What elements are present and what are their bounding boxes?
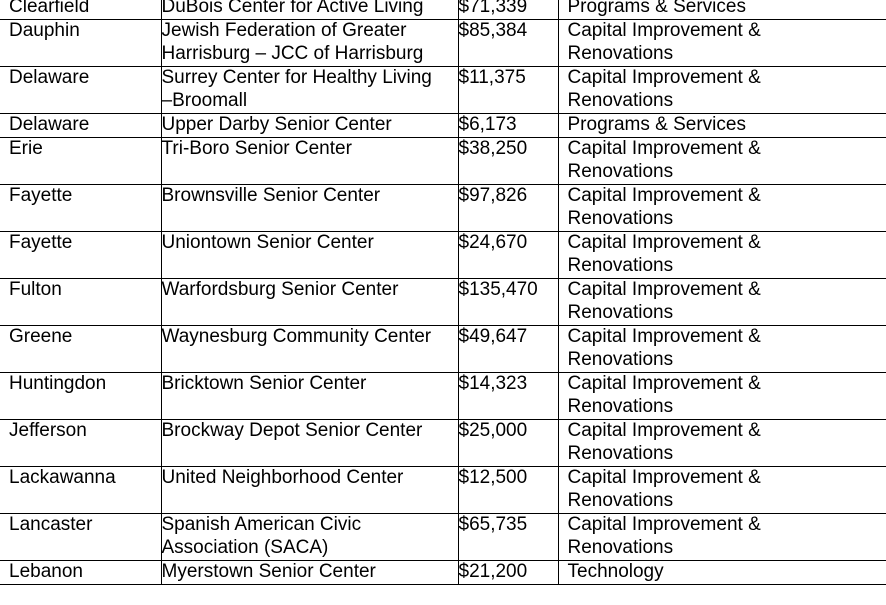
purpose-text: Capital Improvement & (567, 373, 761, 394)
table-row (0, 279, 886, 326)
purpose-cell (558, 561, 886, 585)
amount-text: $24,670 (458, 232, 528, 253)
county-cell (0, 514, 161, 561)
purpose-cell (558, 467, 886, 514)
purpose-text: Renovations (567, 301, 674, 323)
amount-cell (458, 279, 558, 326)
amount-text: $6,173 (458, 114, 517, 135)
table-row (0, 20, 886, 67)
organization-cell (161, 185, 458, 232)
purpose-cell (558, 514, 886, 561)
purpose-cell (558, 138, 886, 185)
purpose-text: Technology (567, 561, 664, 582)
purpose-text: Renovations (567, 160, 674, 182)
purpose-text: Capital Improvement & (567, 67, 761, 88)
county-cell (0, 138, 161, 185)
amount-cell (458, 561, 558, 585)
organization-text: Jewish Federation of Greater (161, 20, 407, 41)
purpose-cell (558, 373, 886, 420)
organization-text: Spanish American Civic (161, 514, 362, 535)
county-text: Dauphin (9, 20, 80, 41)
organization-cell (161, 514, 458, 561)
amount-text: $97,826 (458, 185, 528, 206)
purpose-text: Capital Improvement & (567, 326, 761, 347)
purpose-text: Capital Improvement & (567, 20, 761, 41)
county-cell (0, 326, 161, 373)
organization-cell (161, 561, 458, 585)
purpose-cell (558, 20, 886, 67)
amount-cell (458, 185, 558, 232)
amount-text: $49,647 (458, 326, 528, 347)
table-row (0, 467, 886, 514)
table-row (0, 185, 886, 232)
table-row (0, 326, 886, 373)
county-text: Lackawanna (9, 467, 116, 488)
table-row (0, 420, 886, 467)
purpose-text: Renovations (567, 42, 674, 64)
amount-cell (458, 373, 558, 420)
county-text: Delaware (9, 114, 90, 135)
purpose-text: Renovations (567, 489, 674, 511)
organization-cell (161, 373, 458, 420)
organization-cell (161, 67, 458, 114)
organization-text: –Broomall (161, 89, 248, 111)
amount-cell (458, 467, 558, 514)
purpose-text: Renovations (567, 395, 674, 417)
purpose-text: Renovations (567, 207, 674, 229)
organization-cell (161, 467, 458, 514)
purpose-cell (558, 326, 886, 373)
purpose-cell (558, 232, 886, 279)
table-row (0, 561, 886, 585)
amount-text: $85,384 (458, 20, 528, 41)
county-cell (0, 561, 161, 585)
amount-text: $21,200 (458, 561, 528, 582)
organization-cell (161, 114, 458, 138)
county-cell (0, 114, 161, 138)
purpose-text: Capital Improvement & (567, 467, 761, 488)
amount-text: $65,735 (458, 514, 528, 535)
amount-cell (458, 114, 558, 138)
organization-cell (161, 420, 458, 467)
organization-cell (161, 20, 458, 67)
organization-text: Uniontown Senior Center (161, 232, 374, 253)
county-text: Clearfield (9, 0, 90, 17)
county-text: Fayette (9, 185, 73, 206)
organization-text: Myerstown Senior Center (161, 561, 376, 582)
amount-cell (458, 0, 558, 20)
purpose-text: Renovations (567, 536, 674, 558)
county-cell (0, 467, 161, 514)
county-cell (0, 279, 161, 326)
table-row (0, 67, 886, 114)
amount-cell (458, 138, 558, 185)
purpose-text: Capital Improvement & (567, 279, 761, 300)
purpose-text: Capital Improvement & (567, 138, 761, 159)
purpose-cell (558, 67, 886, 114)
purpose-cell (558, 185, 886, 232)
purpose-text: Capital Improvement & (567, 232, 761, 253)
purpose-text: Renovations (567, 89, 674, 111)
purpose-cell (558, 420, 886, 467)
county-cell (0, 232, 161, 279)
purpose-text: Capital Improvement & (567, 185, 761, 206)
county-cell (0, 20, 161, 67)
organization-cell (161, 138, 458, 185)
amount-text: $38,250 (458, 138, 528, 159)
county-cell (0, 373, 161, 420)
purpose-text: Capital Improvement & (567, 420, 761, 441)
county-text: Jefferson (9, 420, 87, 441)
organization-text: DuBois Center for Active Living (161, 0, 424, 17)
purpose-text: Programs & Services (567, 114, 746, 135)
table-row (0, 138, 886, 185)
amount-text: $11,375 (458, 67, 526, 88)
purpose-text: Renovations (567, 254, 674, 276)
amount-cell (458, 326, 558, 373)
county-cell (0, 0, 161, 20)
amount-cell (458, 514, 558, 561)
amount-cell (458, 420, 558, 467)
county-cell (0, 67, 161, 114)
county-cell (0, 185, 161, 232)
county-cell (0, 420, 161, 467)
amount-cell (458, 67, 558, 114)
organization-cell (161, 232, 458, 279)
amount-text: $14,323 (458, 373, 528, 394)
county-text: Delaware (9, 67, 90, 88)
amount-cell (458, 20, 558, 67)
organization-text: Upper Darby Senior Center (161, 114, 392, 135)
amount-text: $71,339 (458, 0, 528, 17)
county-text: Huntingdon (9, 373, 107, 394)
organization-text: United Neighborhood Center (161, 467, 404, 488)
amount-cell (458, 232, 558, 279)
county-text: Greene (9, 326, 73, 347)
purpose-cell (558, 0, 886, 20)
table-row (0, 514, 886, 561)
county-text: Erie (9, 138, 43, 159)
organization-text: Warfordsburg Senior Center (161, 279, 399, 300)
organization-text: Bricktown Senior Center (161, 373, 367, 394)
organization-cell (161, 326, 458, 373)
purpose-cell (558, 279, 886, 326)
county-text: Lebanon (9, 561, 83, 582)
organization-text: Tri-Boro Senior Center (161, 138, 352, 159)
organization-text: Brownsville Senior Center (161, 185, 381, 206)
organization-cell (161, 279, 458, 326)
organization-cell (161, 0, 458, 20)
amount-text: $135,470 (458, 279, 538, 300)
purpose-cell (558, 114, 886, 138)
table-row (0, 0, 886, 20)
amount-text: $25,000 (458, 420, 528, 441)
amount-text: $12,500 (458, 467, 528, 488)
purpose-text: Capital Improvement & (567, 514, 761, 535)
county-text: Fulton (9, 279, 62, 300)
county-text: Lancaster (9, 514, 93, 535)
purpose-text: Programs & Services (567, 0, 746, 17)
organization-text: Waynesburg Community Center (161, 326, 432, 347)
table-row (0, 373, 886, 420)
organization-text: Surrey Center for Healthy Living (161, 67, 432, 88)
table-row (0, 114, 886, 138)
county-text: Fayette (9, 232, 73, 253)
purpose-text: Renovations (567, 442, 674, 464)
organization-text: Harrisburg – JCC of Harrisburg (161, 42, 424, 64)
organization-text: Brockway Depot Senior Center (161, 420, 423, 441)
purpose-text: Renovations (567, 348, 674, 370)
table-row (0, 232, 886, 279)
organization-text: Association (SACA) (161, 536, 329, 558)
